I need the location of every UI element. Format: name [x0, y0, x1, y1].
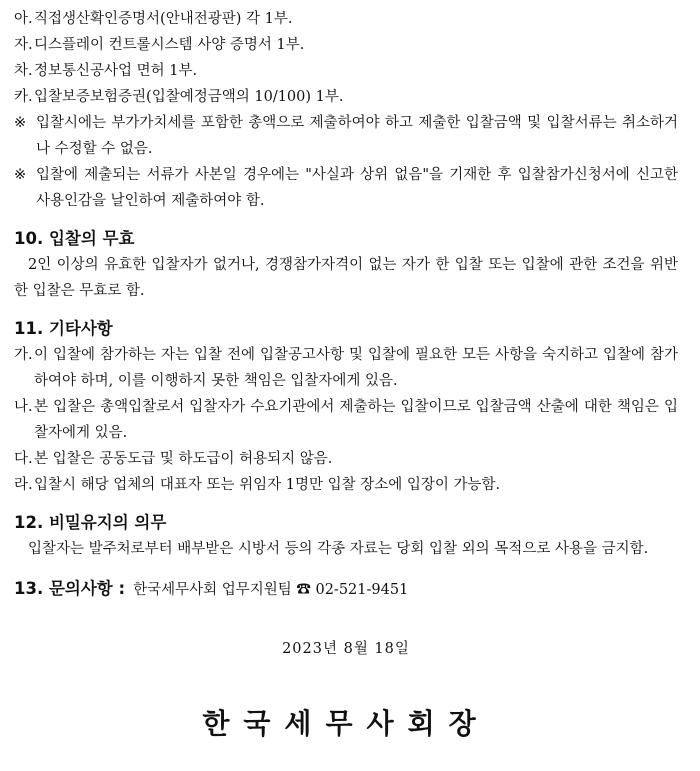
- item-marker: 자.: [14, 37, 33, 53]
- attachment-list: [14, 6, 678, 214]
- note-item: [14, 162, 678, 214]
- list-item: [14, 32, 678, 58]
- item-text: 입찰보증보험증권(입찰예정금액의 10/100) 1부.: [34, 89, 344, 105]
- section-heading: 12. 비밀유지의 의무: [14, 513, 167, 532]
- item-marker: 카.: [14, 89, 33, 105]
- list-item: [14, 394, 678, 446]
- note-item: [14, 110, 678, 162]
- section-body: 2인 이상의 유효한 입찰자가 없거나, 경쟁참가자격이 없는 자가 한 입찰 또는 입찰에 관한 조건을 위반한 입찰은 무효로 함.: [14, 257, 678, 299]
- contact-info: 한국세무사회 업무지원팀 ☎ 02-521-9451: [133, 582, 409, 598]
- item-text: 직접생산확인증명서(안내전광판) 각 1부.: [34, 11, 293, 27]
- item-marker: 라.: [14, 477, 33, 493]
- section-confidentiality: [14, 510, 678, 562]
- item-text: 본 입찰은 공동도급 및 하도급이 허용되지 않음.: [34, 451, 333, 467]
- document-date: 2023년 8월 18일: [282, 641, 410, 657]
- section-contact: [14, 576, 678, 602]
- note-text: 입찰시에는 부가가치세를 포함한 총액으로 제출하여야 하고 제출한 입찰금액 및 입찰서류는 취소하거나 수정할 수 없음.: [36, 115, 678, 157]
- item-text: 본 입찰은 총액입찰로서 입찰자가 수요기관에서 제출하는 입찰이므로 입찰금액 산출에 대한 책임은 입찰자에게 있음.: [34, 399, 678, 441]
- list-item: [14, 472, 678, 498]
- list-item: [14, 446, 678, 472]
- list-item: [14, 58, 678, 84]
- organization-signature: 한국세무사회장: [202, 707, 490, 740]
- section-body: 입찰자는 발주처로부터 배부받은 시방서 등의 각종 자료는 당회 입찰 외의 목적으로 사용을 금지함.: [28, 541, 649, 557]
- section-heading: 13. 문의사항 :: [14, 579, 126, 598]
- item-marker: 다.: [14, 451, 33, 467]
- section-invalid-bid: [14, 226, 678, 304]
- list-item: [14, 6, 678, 32]
- note-marker: ※: [14, 167, 27, 183]
- item-text: 입찰시 해당 업체의 대표자 또는 위임자 1명만 입찰 장소에 입장이 가능함.: [34, 477, 501, 493]
- item-marker: 가.: [14, 347, 33, 363]
- item-marker: 차.: [14, 63, 33, 79]
- item-marker: 나.: [14, 399, 33, 415]
- list-item: [14, 84, 678, 110]
- item-text: 디스플레이 컨트롤시스템 사양 증명서 1부.: [34, 37, 305, 53]
- list-item: [14, 342, 678, 394]
- item-marker: 아.: [14, 11, 33, 27]
- item-text: 이 입찰에 참가하는 자는 입찰 전에 입찰공고사항 및 입찰에 필요한 모든 사항을 숙지하고 입찰에 참가하여야 하며, 이를 이행하지 못한 책임은 입찰자에게 있음.: [34, 347, 678, 389]
- section-heading: 11. 기타사항: [14, 319, 113, 338]
- note-text: 입찰에 제출되는 서류가 사본일 경우에는 "사실과 상위 없음"을 기재한 후 입찰참가신청서에 신고한 사용인감을 날인하여 제출하여야 함.: [36, 167, 678, 209]
- section-misc: [14, 316, 678, 498]
- item-text: 정보통신공사업 면허 1부.: [34, 63, 198, 79]
- note-marker: ※: [14, 115, 27, 131]
- section-heading: 10. 입찰의 무효: [14, 229, 135, 248]
